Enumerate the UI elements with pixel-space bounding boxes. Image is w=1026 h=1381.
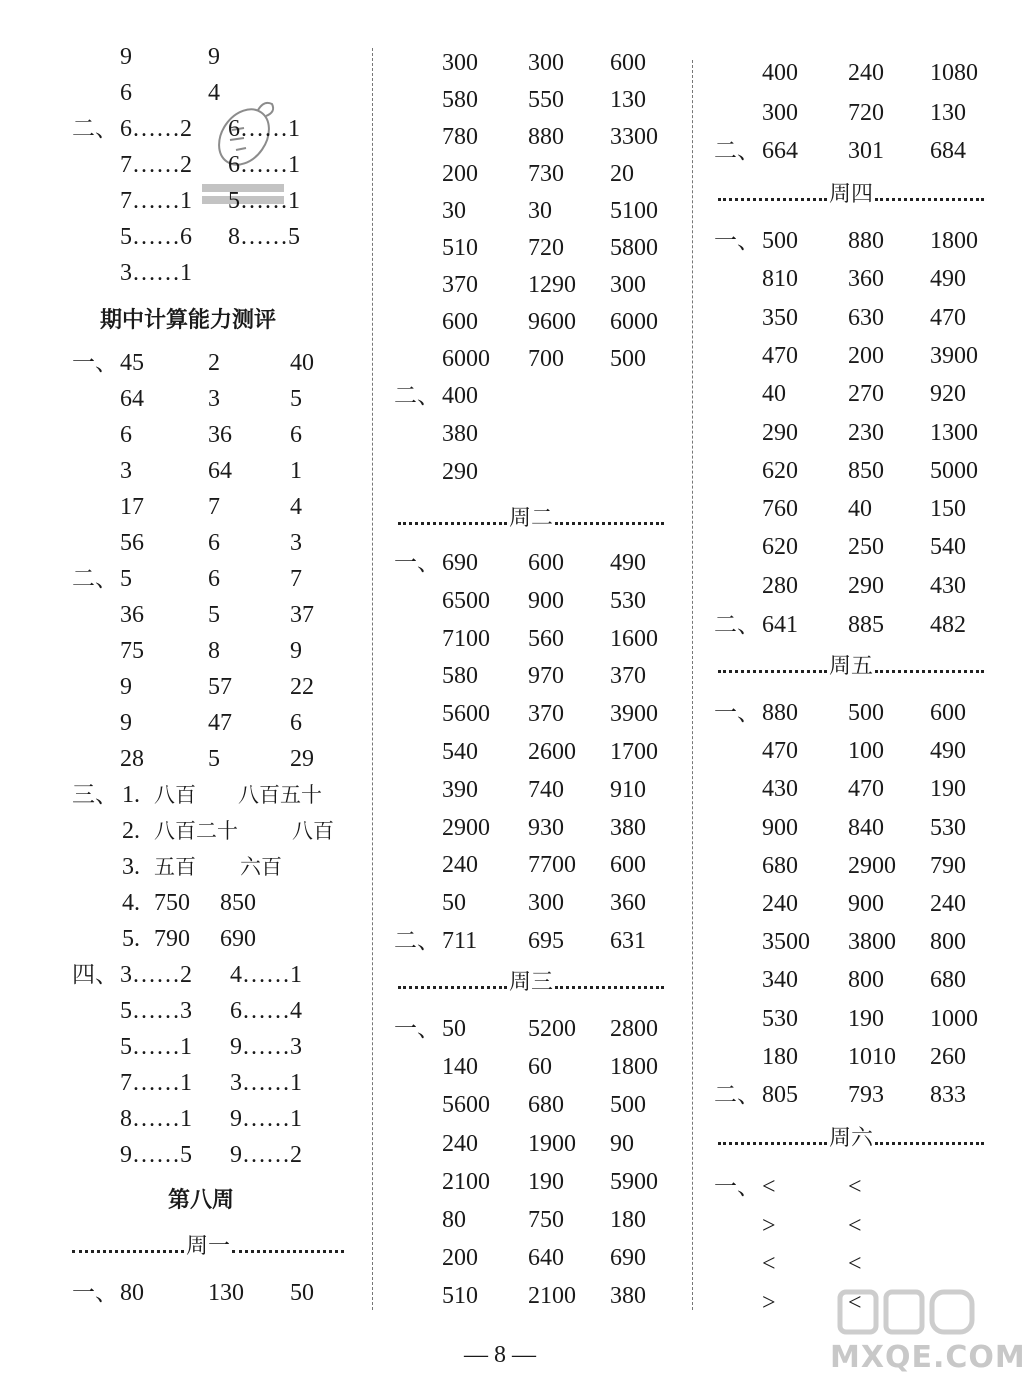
section-label: 二、 xyxy=(394,383,440,409)
answer-cell: 9……5 xyxy=(120,1142,192,1168)
answer-cell: 470 xyxy=(762,342,798,369)
answer-cell: 190 xyxy=(528,1168,564,1195)
answer-cell: 2100 xyxy=(528,1283,576,1310)
answer-cell: 6000 xyxy=(442,346,490,372)
answer-cell: 9 xyxy=(120,44,132,70)
divider-dots-left xyxy=(398,522,507,525)
answer-cell: 3300 xyxy=(610,124,658,150)
divider-dots-right xyxy=(555,522,664,525)
answer-cell: 45 xyxy=(120,350,144,376)
divider-dots-right xyxy=(875,198,984,201)
answer-cell: 400 xyxy=(442,383,478,409)
answer-cell: 80 xyxy=(120,1280,144,1306)
answer-cell: 500 xyxy=(610,1092,646,1119)
answer-cell: 800 xyxy=(930,929,966,956)
answer-cell: 7 xyxy=(290,566,302,592)
answer-cell: < xyxy=(762,1174,776,1200)
answer-cell: 720 xyxy=(528,235,564,261)
answer-cell: 240 xyxy=(848,60,884,86)
answer-cell: 490 xyxy=(930,738,966,765)
answer-cell: > xyxy=(762,1289,776,1316)
answer-cell: 750 xyxy=(154,890,190,916)
answer-cell: 580 xyxy=(442,87,478,113)
answer-cell: 900 xyxy=(848,891,884,917)
answer-cell: > xyxy=(762,1212,776,1239)
answer-cell: 793 xyxy=(848,1082,884,1108)
answer-cell: 5100 xyxy=(610,198,658,224)
answer-cell: 100 xyxy=(848,738,884,765)
answer-cell: 140 xyxy=(442,1054,478,1081)
answer-cell: 50 xyxy=(290,1280,314,1306)
answer-cell: 900 xyxy=(528,587,564,614)
answer-cell: 30 xyxy=(442,198,466,224)
answer-cell: 1600 xyxy=(610,625,658,652)
answer-cell: 695 xyxy=(528,928,564,954)
answer-cell: 64 xyxy=(208,458,232,484)
answer-cell: 5 xyxy=(208,746,220,772)
answer-cell: < xyxy=(762,1251,776,1277)
answer-cell: 600 xyxy=(442,309,478,335)
answer-cell: 490 xyxy=(930,266,966,293)
answer-cell: 430 xyxy=(762,776,798,803)
answer-cell: 780 xyxy=(442,124,478,150)
answer-cell: 240 xyxy=(442,852,478,879)
answer-cell: 370 xyxy=(528,701,564,728)
answer-cell: 540 xyxy=(930,534,966,561)
answer-cell: < xyxy=(848,1212,862,1239)
answer-cell: 370 xyxy=(442,272,478,298)
answer-cell: 680 xyxy=(528,1092,564,1119)
answer-cell: 3800 xyxy=(848,929,896,956)
divider-dots-right xyxy=(232,1250,344,1253)
day-divider-wednesday xyxy=(398,968,664,998)
section-title-week8: 第八周 xyxy=(168,1188,235,1213)
item-number: 2. xyxy=(122,818,140,844)
answer-cell: 200 xyxy=(848,342,884,369)
answer-cell: < xyxy=(848,1251,862,1277)
answer-cell: 2100 xyxy=(442,1168,490,1195)
answer-cell: 680 xyxy=(930,967,966,994)
section-title-midterm: 期中计算能力测评 xyxy=(100,308,277,333)
answer-cell: 400 xyxy=(762,60,798,86)
answer-cell: 730 xyxy=(528,161,564,187)
answer-cell: 580 xyxy=(442,663,478,690)
divider-dots-left xyxy=(718,670,827,673)
answer-cell: 910 xyxy=(610,776,646,803)
answer-cell: 1300 xyxy=(930,419,978,446)
answer-cell: 500 xyxy=(762,228,798,254)
answer-cell: 6000 xyxy=(610,309,658,335)
answer-cell: 641 xyxy=(762,612,798,638)
answer-cell: 380 xyxy=(442,421,478,447)
answer-cell: 690 xyxy=(442,550,478,576)
answer-cell: 6500 xyxy=(442,587,490,614)
answer-cell: 684 xyxy=(930,138,966,164)
answer-cell: 3……1 xyxy=(120,260,192,286)
answer-cell: 280 xyxy=(762,572,798,599)
item-number: 5. xyxy=(122,926,140,952)
answer-cell: 880 xyxy=(528,124,564,150)
answer-cell: 490 xyxy=(610,550,646,576)
answer-cell: 2600 xyxy=(528,739,576,765)
divider-dots-left xyxy=(398,986,507,989)
divider-dots-right xyxy=(555,986,664,989)
answer-cell: 3900 xyxy=(930,342,978,369)
answer-cell: 2900 xyxy=(442,814,490,841)
section-label: 二、 xyxy=(714,138,760,164)
answer-cell: 300 xyxy=(610,272,646,298)
answer-cell: 270 xyxy=(848,381,884,408)
answer-cell: 600 xyxy=(610,50,646,76)
divider-dots-left xyxy=(718,1142,827,1145)
answer-cell: 8……5 xyxy=(228,224,300,250)
answer-cell: 50 xyxy=(442,1016,466,1042)
answer-cell: 1800 xyxy=(610,1054,658,1081)
answer-cell: 6……4 xyxy=(230,998,302,1024)
answer-cell: 180 xyxy=(762,1043,798,1070)
answer-cell: 340 xyxy=(762,967,798,994)
answer-cell: 470 xyxy=(848,776,884,803)
section-label: 一、 xyxy=(714,228,760,254)
answer-cell: 550 xyxy=(528,87,564,113)
answer-cell: 530 xyxy=(930,814,966,841)
day-divider-tuesday xyxy=(398,504,664,534)
answer-cell: 760 xyxy=(762,496,798,523)
answer-cell: 40 xyxy=(762,381,786,408)
answer-cell: 300 xyxy=(528,50,564,76)
answer-cell: 20 xyxy=(610,161,634,187)
divider-label: 周五 xyxy=(829,654,874,679)
answer-cell: 八百二十 xyxy=(154,819,238,843)
answer-cell: 6……1 xyxy=(228,116,300,142)
answer-cell: < xyxy=(848,1289,862,1316)
day-divider-saturday xyxy=(718,1124,984,1154)
answer-cell: 五百 xyxy=(154,855,196,879)
answer-cell: 230 xyxy=(848,419,884,446)
answer-cell: 5600 xyxy=(442,1092,490,1119)
answer-cell: 1080 xyxy=(930,60,978,86)
section-label: 二、 xyxy=(714,1082,760,1108)
answer-cell: 3……2 xyxy=(120,962,192,988)
answer-cell: 1010 xyxy=(848,1043,896,1070)
answer-cell: 5200 xyxy=(528,1016,576,1042)
answer-cell: 5 xyxy=(208,602,220,628)
answer-cell: 300 xyxy=(762,100,798,126)
answer-cell: 5800 xyxy=(610,235,658,261)
answer-cell: 4 xyxy=(208,80,220,106)
answer-cell: 530 xyxy=(610,587,646,614)
answer-cell: 720 xyxy=(848,100,884,126)
answer-cell: 540 xyxy=(442,739,478,765)
answer-cell: 880 xyxy=(762,700,798,726)
day-divider-friday xyxy=(718,652,984,682)
answer-cell: 80 xyxy=(442,1207,466,1233)
answer-cell: 790 xyxy=(930,852,966,879)
answer-cell: 290 xyxy=(848,572,884,599)
answer-cell: 850 xyxy=(848,457,884,484)
answer-cell: 1290 xyxy=(528,272,576,298)
answer-cell: 470 xyxy=(762,738,798,765)
answer-cell: 840 xyxy=(848,814,884,841)
answer-cell: 630 xyxy=(848,304,884,331)
section-label: 二、 xyxy=(714,612,760,638)
answer-cell: 360 xyxy=(848,266,884,293)
answer-cell: 240 xyxy=(442,1130,478,1157)
answer-cell: 370 xyxy=(610,663,646,690)
answer-cell: 50 xyxy=(442,890,466,917)
answer-cell: 130 xyxy=(930,100,966,126)
answer-cell: 390 xyxy=(442,776,478,803)
answer-cell: 300 xyxy=(442,50,478,76)
answer-cell: 37 xyxy=(290,602,314,628)
section-label: 二、 xyxy=(72,116,118,142)
answer-cell: 八百 xyxy=(154,783,196,807)
answer-cell: 810 xyxy=(762,266,798,293)
answer-cell: 190 xyxy=(930,776,966,803)
section-label: 一、 xyxy=(72,350,118,376)
answer-cell: 22 xyxy=(290,674,314,700)
answer-cell: 9……3 xyxy=(230,1034,302,1060)
answer-cell: 500 xyxy=(848,700,884,726)
column-divider-left xyxy=(372,48,373,1310)
answer-cell: 56 xyxy=(120,530,144,556)
answer-cell: 380 xyxy=(610,814,646,841)
divider-dots-left xyxy=(72,1250,184,1253)
answer-cell: 9 xyxy=(120,710,132,736)
section-label: 四、 xyxy=(72,962,118,988)
answer-cell: 260 xyxy=(930,1043,966,1070)
answer-cell: 3……1 xyxy=(230,1070,302,1096)
answer-cell: 200 xyxy=(442,1245,478,1272)
answer-cell: 9 xyxy=(208,44,220,70)
answer-cell: 930 xyxy=(528,814,564,841)
answer-cell: 1700 xyxy=(610,739,658,765)
answer-cell: 5 xyxy=(290,386,302,412)
answer-cell: 240 xyxy=(930,891,966,917)
answer-cell: 8 xyxy=(208,638,220,664)
watermark-text: MXQE.COM xyxy=(830,1340,1026,1375)
answer-cell: 7……1 xyxy=(120,188,192,214)
answer-cell: 9 xyxy=(290,638,302,664)
answer-cell: 600 xyxy=(528,550,564,576)
answer-cell: 5600 xyxy=(442,701,490,728)
answer-cell: 5……3 xyxy=(120,998,192,1024)
answer-cell: 6 xyxy=(208,566,220,592)
answer-cell: 36 xyxy=(120,602,144,628)
divider-label: 周二 xyxy=(509,506,554,531)
answer-cell: 3500 xyxy=(762,929,810,956)
answer-cell: 631 xyxy=(610,928,646,954)
answer-cell: 9600 xyxy=(528,309,576,335)
answer-cell: 1 xyxy=(290,458,302,484)
divider-dots-right xyxy=(875,1142,984,1145)
answer-cell: 510 xyxy=(442,235,478,261)
answer-cell: 30 xyxy=(528,198,552,224)
answer-cell: 150 xyxy=(930,496,966,523)
answer-cell: 1000 xyxy=(930,1005,978,1032)
answer-cell: 250 xyxy=(848,534,884,561)
answer-cell: 6 xyxy=(120,422,132,448)
column-divider-right xyxy=(692,60,693,1310)
day-divider-thursday xyxy=(718,180,984,210)
section-label: 二、 xyxy=(72,566,118,592)
answer-cell: 470 xyxy=(930,304,966,331)
divider-label: 周四 xyxy=(829,182,874,207)
answer-cell: 130 xyxy=(610,87,646,113)
section-label: 一、 xyxy=(394,550,440,576)
section-label: 一、 xyxy=(714,1174,760,1200)
answer-cell: 40 xyxy=(290,350,314,376)
answer-cell: 3 xyxy=(290,530,302,556)
answer-cell: 5 xyxy=(120,566,132,592)
answer-cell: 620 xyxy=(762,534,798,561)
answer-cell: 60 xyxy=(528,1054,552,1081)
answer-cell: 482 xyxy=(930,612,966,638)
answer-cell: 180 xyxy=(610,1207,646,1233)
answer-cell: 9……1 xyxy=(230,1106,302,1132)
answer-cell: 5……1 xyxy=(120,1034,192,1060)
answer-cell: 6 xyxy=(120,80,132,106)
divider-dots-right xyxy=(875,670,984,673)
answer-cell: 290 xyxy=(442,459,478,485)
answer-cell: 300 xyxy=(528,890,564,917)
answer-cell: 6 xyxy=(290,422,302,448)
item-number: 4. xyxy=(122,890,140,916)
answer-cell: 2900 xyxy=(848,852,896,879)
answer-cell: 3900 xyxy=(610,701,658,728)
answer-cell: 885 xyxy=(848,612,884,638)
answer-cell: 64 xyxy=(120,386,144,412)
answer-cell: 40 xyxy=(848,496,872,523)
answer-cell: 7100 xyxy=(442,625,490,652)
answer-cell: 7 xyxy=(208,494,220,520)
answer-cell: 8……1 xyxy=(120,1106,192,1132)
answer-cell: 664 xyxy=(762,138,798,164)
answer-cell: 75 xyxy=(120,638,144,664)
answer-cell: 510 xyxy=(442,1283,478,1310)
answer-cell: 530 xyxy=(762,1005,798,1032)
answer-cell: 190 xyxy=(848,1005,884,1032)
answer-cell: 7700 xyxy=(528,852,576,879)
section-label: 一、 xyxy=(394,1016,440,1042)
answer-cell: 350 xyxy=(762,304,798,331)
answer-cell: 640 xyxy=(528,1245,564,1272)
item-number: 1. xyxy=(122,782,140,808)
page-number: — 8 — xyxy=(464,1342,536,1368)
divider-dots-left xyxy=(718,198,827,201)
answer-cell: 4……1 xyxy=(230,962,302,988)
answer-cell: 3 xyxy=(208,386,220,412)
answer-cell: 5900 xyxy=(610,1168,658,1195)
answer-cell: 5000 xyxy=(930,457,978,484)
answer-cell: 301 xyxy=(848,138,884,164)
answer-cell: 900 xyxy=(762,814,798,841)
answer-cell: 500 xyxy=(610,346,646,372)
answer-cell: 200 xyxy=(442,161,478,187)
answer-cell: 六百 xyxy=(240,855,282,879)
answer-cell: 36 xyxy=(208,422,232,448)
answer-cell: 620 xyxy=(762,457,798,484)
answer-cell: 850 xyxy=(220,890,256,916)
answer-cell: 3 xyxy=(120,458,132,484)
answer-cell: 750 xyxy=(528,1207,564,1233)
answer-cell: 八百 xyxy=(292,819,334,843)
answer-cell: < xyxy=(848,1174,862,1200)
answer-cell: 711 xyxy=(442,928,478,954)
answer-cell: 360 xyxy=(610,890,646,917)
answer-cell: 2800 xyxy=(610,1016,658,1042)
answer-cell: 560 xyxy=(528,625,564,652)
answer-cell: 5……6 xyxy=(120,224,192,250)
answer-cell: 4 xyxy=(290,494,302,520)
answer-cell: 920 xyxy=(930,381,966,408)
answer-cell: 680 xyxy=(762,852,798,879)
answer-cell: 7……1 xyxy=(120,1070,192,1096)
answer-cell: 9……2 xyxy=(230,1142,302,1168)
answer-cell: 833 xyxy=(930,1082,966,1108)
answer-cell: 29 xyxy=(290,746,314,772)
answer-cell: 28 xyxy=(120,746,144,772)
answer-cell: 380 xyxy=(610,1283,646,1310)
answer-cell: 7……2 xyxy=(120,152,192,178)
answer-cell: 1900 xyxy=(528,1130,576,1157)
answer-cell: 57 xyxy=(208,674,232,700)
answer-cell: 47 xyxy=(208,710,232,736)
answer-cell: 970 xyxy=(528,663,564,690)
answer-cell: 17 xyxy=(120,494,144,520)
section-label: 一、 xyxy=(714,700,760,726)
answer-cell: 240 xyxy=(762,891,798,917)
answer-cell: 805 xyxy=(762,1082,798,1108)
divider-label: 周三 xyxy=(509,970,554,995)
answer-cell: 5……1 xyxy=(228,188,300,214)
answer-cell: 290 xyxy=(762,419,798,446)
answer-cell: 600 xyxy=(930,700,966,726)
section-label: 二、 xyxy=(394,928,440,954)
answer-cell: 430 xyxy=(930,572,966,599)
answer-cell: 740 xyxy=(528,776,564,803)
day-divider-monday xyxy=(72,1232,344,1262)
answer-cell: 八百五十 xyxy=(238,783,322,807)
answer-cell: 9 xyxy=(120,674,132,700)
answer-cell: 6……2 xyxy=(120,116,192,142)
divider-label: 周一 xyxy=(186,1234,231,1259)
item-number: 3. xyxy=(122,854,140,880)
answer-cell: 130 xyxy=(208,1280,244,1306)
answer-cell: 1800 xyxy=(930,228,978,254)
answer-cell: 800 xyxy=(848,967,884,994)
answer-cell: 690 xyxy=(220,926,256,952)
answer-cell: 790 xyxy=(154,926,190,952)
answer-cell: 6 xyxy=(208,530,220,556)
section-label: 三、 xyxy=(72,782,118,808)
answer-cell: 600 xyxy=(610,852,646,879)
answer-cell: 6 xyxy=(290,710,302,736)
answer-cell: 690 xyxy=(610,1245,646,1272)
answer-cell: 6……1 xyxy=(228,152,300,178)
answer-cell: 700 xyxy=(528,346,564,372)
section-label: 一、 xyxy=(72,1280,118,1306)
answer-cell: 2 xyxy=(208,350,220,376)
divider-label: 周六 xyxy=(829,1126,874,1151)
answer-cell: 90 xyxy=(610,1130,634,1157)
answer-cell: 880 xyxy=(848,228,884,254)
